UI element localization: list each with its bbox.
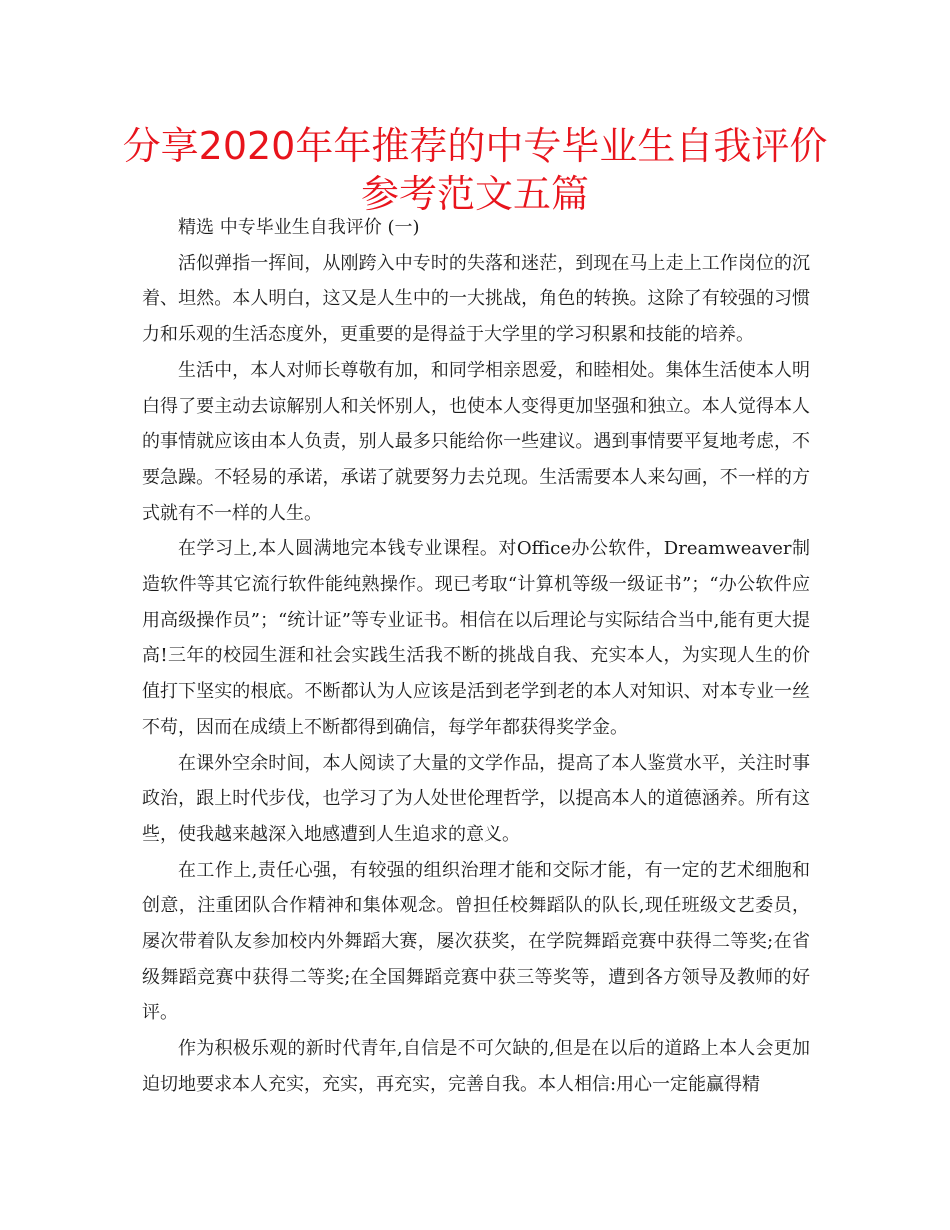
paragraph-conclusion: 作为积极乐观的新时代青年,自信是不可欠缺的,但是在以后的道路上本人会更加迫切地要求本人充实，充实，再充实，完善自我。本人相信:用心一定能赢得精 (142, 1038, 810, 1095)
document-body (142, 210, 810, 1103)
paragraph-work: 在工作上,责任心强，有较强的组织治理才能和交际才能，有一定的艺术细胞和创意，注重团队合作精神和集体观念。曾担任校舞蹈队的队长,现任班级文艺委员，屡次带着队友参加校内外舞蹈大赛，屡次获奖，在学院舞蹈竞赛中获得二等奖;在省级舞蹈竞赛中获得二等奖;在全国舞蹈竞赛中获三等奖等，遭到各方领导及教师的好评。 (142, 859, 810, 1024)
document-title-line1: 分享2020年年推荐的中专毕业生自我评价 (122, 124, 828, 168)
paragraph-life: 生活中，本人对师长尊敬有加，和同学相亲恩爱，和睦相处。集体生活使本人明白得了要主动去谅解别人和关怀别人，也使本人变得更加坚强和独立。本人觉得本人的事情就应该由本人负责，别人最多只能给你一些建议。遇到事情要平复地考虑，不要急躁。不轻易的承诺，承诺了就要努力去兑现。生活需要本人来勾画，不一样的方式就有不一样的人生。 (142, 359, 810, 524)
paragraph-intro: 活似弹指一挥间，从刚跨入中专时的失落和迷茫，到现在马上走上工作岗位的沉着、坦然。本人明白，这又是人生中的一大挑战，角色的转换。这除了有较强的习惯力和乐观的生活态度外，更重要的是得益于大学里的学习积累和技能的培养。 (142, 252, 810, 346)
document-title-line2: 参考范文五篇 (360, 172, 589, 216)
paragraph-study: 在学习上,本人圆满地完本钱专业课程。对Office办公软件，Dreamweaver制造软件等其它流行软件能纯熟操作。现已考取“计算机等级一级证书”；“办公软件应用高级操作员”；“统计证”等专业证书。相信在以后理论与实际结合当中,能有更大提高!三年的校园生涯和社会实践生活我不断的挑战自我、充实本人，为实现人生的价值打下坚实的根底。不断都认为人应该是活到老学到老的本人对知识、对本专业一丝不苟，因而在成绩上不断都得到确信，每学年都获得奖学金。 (142, 538, 810, 738)
section-heading: 精选 中专毕业生自我评价 (一) (178, 217, 420, 238)
paragraph-spare-time: 在课外空余时间，本人阅读了大量的文学作品，提高了本人鉴赏水平，关注时事政治，跟上时代步伐，也学习了为人处世伦理哲学，以提高本人的道德涵养。所有这些，使我越来越深入地感遭到人生追求的意义。 (142, 752, 810, 845)
